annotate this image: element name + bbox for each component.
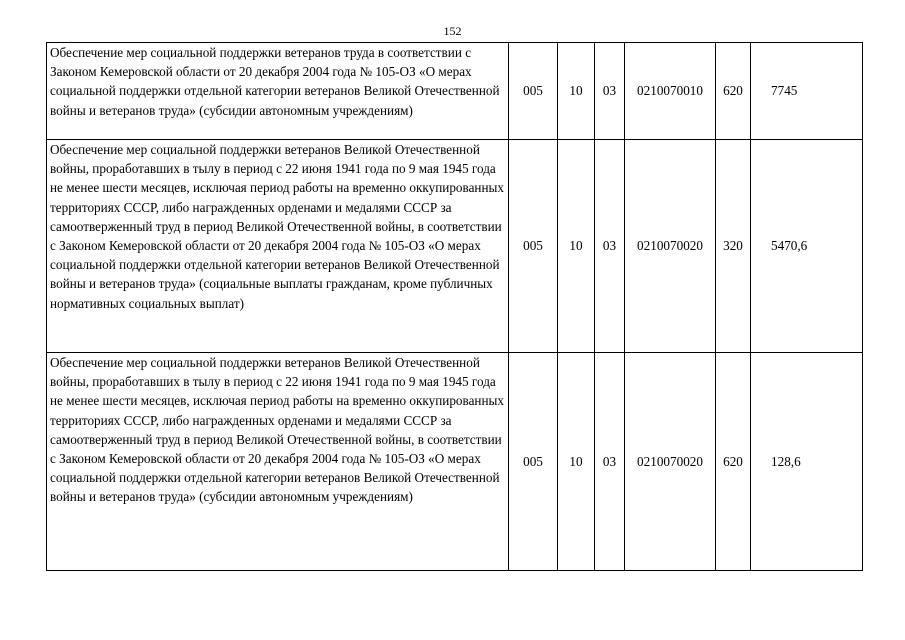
row-ministry-code: 005 [509, 140, 558, 353]
row-target-article: 0210070020 [625, 353, 716, 571]
row-amount: 7745 [751, 43, 863, 140]
row-amount: 128,6 [751, 353, 863, 571]
row-subsection-code: 03 [595, 43, 625, 140]
budget-table [46, 42, 863, 571]
row-description: Обеспечение мер социальной поддержки ветеранов Великой Отечественной войны, проработавших в тылу в период с 22 июня 1941 года по 9 мая 1945 года не менее шести месяцев, исключая период работы на временно оккупированных территориях СССР, либо награжденных орденами и медалями СССР за самоотверженный труд в период Великой Отечественной войны, в соответствии с Законом Кемеровской области от 20 декабря 2004 года № 105-ОЗ «О мерах социальной поддержки отдельной категории ветеранов Великой Отечественной войны и ветеранов труда» (социальные выплаты гражданам, кроме публичных нормативных социальных выплат) [47, 140, 509, 353]
row-expense-type: 620 [716, 353, 751, 571]
row-target-article: 0210070020 [625, 140, 716, 353]
row-ministry-code: 005 [509, 353, 558, 571]
table-row [47, 140, 863, 353]
table-row [47, 353, 863, 571]
row-description: Обеспечение мер социальной поддержки ветеранов труда в соответствии с Законом Кемеровской области от 20 декабря 2004 года № 105-ОЗ «О мерах социальной поддержки отдельной категории ветеранов Великой Отечественной войны и ветеранов труда» (субсидии автономным учреждениям) [47, 43, 509, 140]
row-amount: 5470,6 [751, 140, 863, 353]
row-subsection-code: 03 [595, 353, 625, 571]
page-number: 152 [443, 24, 462, 38]
table-row [47, 43, 863, 140]
row-expense-type: 320 [716, 140, 751, 353]
row-expense-type: 620 [716, 43, 751, 140]
row-subsection-code: 03 [595, 140, 625, 353]
row-section-code: 10 [558, 140, 595, 353]
row-ministry-code: 005 [509, 43, 558, 140]
row-section-code: 10 [558, 353, 595, 571]
row-target-article: 0210070010 [625, 43, 716, 140]
row-description: Обеспечение мер социальной поддержки ветеранов Великой Отечественной войны, проработавших в тылу в период с 22 июня 1941 года по 9 мая 1945 года не менее шести месяцев, исключая период работы на временно оккупированных территориях СССР, либо награжденных орденами и медалями СССР за самоотверженный труд в период Великой Отечественной войны, в соответствии с Законом Кемеровской области от 20 декабря 2004 года № 105-ОЗ «О мерах социальной поддержки отдельной категории ветеранов Великой Отечественной войны и ветеранов труда» (субсидии автономным учреждениям) [47, 353, 509, 571]
row-section-code: 10 [558, 43, 595, 140]
